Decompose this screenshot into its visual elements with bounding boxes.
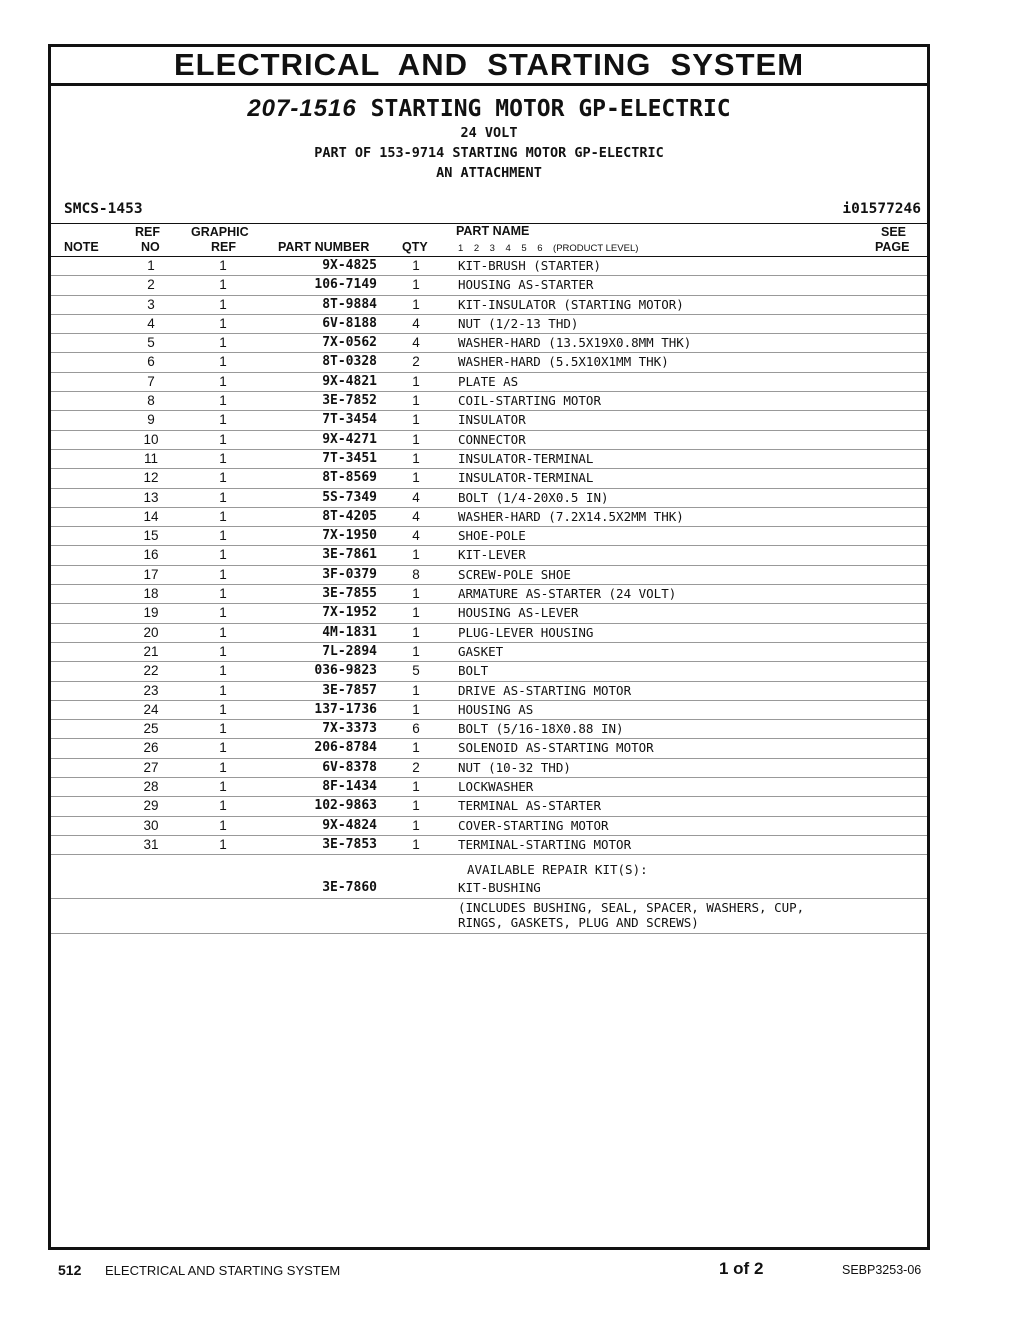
ref-no: 23	[143, 682, 159, 698]
part-number: 3E-7852	[322, 393, 377, 409]
table-row	[51, 759, 927, 778]
quantity: 2	[412, 759, 420, 775]
graphic-ref: 1	[219, 759, 227, 775]
table-row	[51, 797, 927, 816]
table-row	[51, 469, 927, 488]
repair-kit-note-line: (INCLUDES BUSHING, SEAL, SPACER, WASHERS, CUP,	[458, 899, 805, 915]
table-row	[51, 315, 927, 334]
part-name: CONNECTOR	[458, 431, 526, 447]
ref-no: 28	[143, 779, 159, 795]
part-name: SHOE-POLE	[458, 528, 526, 544]
graphic-ref: 1	[219, 277, 227, 293]
table-row	[51, 411, 927, 430]
graphic-ref: 1	[219, 566, 227, 582]
graphic-ref: 1	[219, 721, 227, 737]
graphic-ref: 1	[219, 296, 227, 312]
ref-no: 18	[143, 586, 159, 602]
page-footer	[0, 1256, 1020, 1286]
repair-kit-note-line: RINGS, GASKETS, PLUG AND SCREWS)	[458, 914, 699, 930]
section-title: ELECTRICAL AND STARTING SYSTEM	[51, 47, 927, 86]
graphic-ref: 1	[219, 586, 227, 602]
graphic-ref: 1	[219, 258, 227, 273]
part-number: 106-7149	[314, 277, 377, 293]
part-number: 102-9863	[314, 798, 377, 814]
group-number: 207-1516	[247, 95, 357, 122]
table-row	[51, 604, 927, 623]
graphic-ref: 1	[219, 701, 227, 717]
graphic-ref: 1	[219, 450, 227, 466]
repair-kits-heading-row	[51, 855, 927, 879]
graphic-ref: 1	[219, 817, 227, 833]
part-number: 7T-3454	[322, 412, 377, 428]
table-row	[51, 682, 927, 701]
ref-no: 8	[147, 393, 155, 409]
table-row	[51, 431, 927, 450]
graphic-ref: 1	[219, 354, 227, 370]
part-name: GASKET	[458, 643, 504, 659]
part-number: 3E-7853	[322, 836, 377, 852]
table-header	[51, 224, 927, 257]
ref-no: 4	[147, 315, 155, 331]
graphic-ref: 1	[219, 798, 227, 814]
table-row	[51, 257, 927, 276]
part-number: 8T-9884	[322, 296, 377, 312]
part-number: 3E-7857	[322, 682, 377, 698]
group-name: STARTING MOTOR GP-ELECTRIC	[370, 96, 731, 122]
ref-no: 9	[147, 412, 155, 428]
part-number: 8F-1434	[322, 779, 377, 795]
part-name: HOUSING AS-LEVER	[458, 605, 579, 621]
part-number: 5S-7349	[322, 489, 377, 505]
part-number: 7X-3373	[322, 721, 377, 737]
graphic-ref: 1	[219, 740, 227, 756]
part-number: 7X-1952	[322, 605, 377, 621]
repair-kit-note	[458, 900, 804, 930]
table-row	[51, 334, 927, 353]
ref-no: 15	[143, 528, 159, 544]
part-name: KIT-INSULATOR (STARTING MOTOR)	[458, 296, 684, 312]
part-name: TERMINAL-STARTING MOTOR	[458, 836, 632, 852]
table-row	[51, 701, 927, 720]
graphic-ref: 1	[219, 624, 227, 640]
part-name: KIT-BUSHING	[458, 880, 541, 896]
ref-no: 17	[143, 566, 159, 582]
quantity: 4	[412, 315, 420, 331]
part-number: 6V-8188	[322, 315, 377, 331]
parts-page-frame	[48, 44, 930, 1250]
col-product-level: 1 2 3 4 5 6 (PRODUCT LEVEL)	[458, 243, 639, 254]
ref-no: 24	[143, 701, 159, 717]
quantity: 1	[412, 798, 420, 814]
quantity: 1	[412, 605, 420, 621]
part-name: INSULATOR-TERMINAL	[458, 450, 594, 466]
graphic-ref: 1	[219, 431, 227, 447]
graphic-ref: 1	[219, 605, 227, 621]
part-name: NUT (10-32 THD)	[458, 759, 571, 775]
col-see-top: SEE	[881, 225, 907, 239]
part-name: INSULATOR-TERMINAL	[458, 470, 594, 486]
group-attachment: AN ATTACHMENT	[436, 165, 542, 181]
col-part-number: PART NUMBER	[278, 240, 370, 254]
table-row	[51, 527, 927, 546]
col-see-bottom: PAGE	[875, 240, 910, 254]
part-number: 9X-4824	[322, 817, 377, 833]
part-name: ARMATURE AS-STARTER (24 VOLT)	[458, 586, 677, 602]
part-number: 3E-7861	[322, 547, 377, 563]
quantity: 4	[412, 335, 420, 351]
ref-no: 21	[143, 643, 159, 659]
quantity: 1	[412, 277, 420, 293]
part-name: HOUSING AS-STARTER	[458, 277, 594, 293]
footer-section: ELECTRICAL AND STARTING SYSTEM	[105, 1263, 341, 1278]
group-part-of: PART OF 153-9714 STARTING MOTOR GP-ELECTRIC	[314, 145, 664, 161]
graphic-ref: 1	[219, 335, 227, 351]
graphic-ref: 1	[219, 682, 227, 698]
table-row	[51, 585, 927, 604]
part-number: 7X-1950	[322, 528, 377, 544]
part-name: BOLT (1/4-20X0.5 IN)	[458, 489, 609, 505]
table-row	[51, 817, 927, 836]
part-number: 3E-7855	[322, 586, 377, 602]
table-row	[51, 508, 927, 527]
part-name: WASHER-HARD (5.5X10X1MM THK)	[458, 354, 669, 370]
graphic-ref: 1	[219, 373, 227, 389]
part-name: PLUG-LEVER HOUSING	[458, 624, 594, 640]
ref-no: 1	[147, 258, 155, 273]
table-row	[51, 373, 927, 392]
table-row	[51, 546, 927, 565]
graphic-ref: 1	[219, 489, 227, 505]
part-number: 4M-1831	[322, 624, 377, 640]
ref-no: 16	[143, 547, 159, 563]
repair-kit-row	[51, 879, 927, 898]
table-row	[51, 566, 927, 585]
part-name: BOLT	[458, 663, 489, 679]
quantity: 1	[412, 373, 420, 389]
quantity: 4	[412, 508, 420, 524]
quantity: 1	[412, 431, 420, 447]
part-number: 8T-4205	[322, 508, 377, 524]
part-number: 9X-4271	[322, 431, 377, 447]
ref-no: 27	[143, 759, 159, 775]
graphic-ref: 1	[219, 643, 227, 659]
quantity: 1	[412, 296, 420, 312]
quantity: 1	[412, 643, 420, 659]
repair-kit-note-row	[51, 899, 927, 934]
graphic-ref: 1	[219, 779, 227, 795]
part-name: COVER-STARTING MOTOR	[458, 817, 609, 833]
ref-no: 31	[143, 836, 159, 852]
quantity: 1	[412, 779, 420, 795]
quantity: 1	[412, 393, 420, 409]
group-voltage: 24 VOLT	[460, 125, 518, 141]
ref-no: 19	[143, 605, 159, 621]
table-row	[51, 720, 927, 739]
part-number: 137-1736	[314, 701, 377, 717]
graphic-ref: 1	[219, 663, 227, 679]
graphic-ref: 1	[219, 508, 227, 524]
graphic-ref: 1	[219, 470, 227, 486]
part-number: 206-8784	[314, 740, 377, 756]
ref-no: 2	[147, 277, 155, 293]
part-number: 6V-8378	[322, 759, 377, 775]
ref-no: 5	[147, 335, 155, 351]
quantity: 1	[412, 258, 420, 273]
ref-no: 6	[147, 354, 155, 370]
quantity: 1	[412, 586, 420, 602]
graphic-ref: 1	[219, 315, 227, 331]
part-number: 8T-8569	[322, 470, 377, 486]
part-name: KIT-BRUSH (STARTER)	[458, 258, 601, 273]
col-ref-top: REF	[135, 225, 160, 239]
part-number: 7T-3451	[322, 450, 377, 466]
ref-no: 20	[143, 624, 159, 640]
part-name: DRIVE AS-STARTING MOTOR	[458, 682, 632, 698]
part-number: 036-9823	[314, 663, 377, 679]
quantity: 1	[412, 624, 420, 640]
table-row	[51, 392, 927, 411]
doc-number: SEBP3253-06	[842, 1263, 922, 1277]
table-row	[51, 662, 927, 681]
table-row	[51, 353, 927, 372]
col-qty: QTY	[402, 240, 428, 254]
graphic-ref: 1	[219, 412, 227, 428]
col-part-name: PART NAME	[456, 224, 530, 238]
quantity: 1	[412, 547, 420, 563]
part-name: COIL-STARTING MOTOR	[458, 393, 601, 409]
ref-no: 22	[143, 663, 159, 679]
part-name: SOLENOID AS-STARTING MOTOR	[458, 740, 654, 756]
part-name: WASHER-HARD (7.2X14.5X2MM THK)	[458, 508, 684, 524]
part-name: SCREW-POLE SHOE	[458, 566, 571, 582]
graphic-ref: 1	[219, 528, 227, 544]
ref-no: 3	[147, 296, 155, 312]
part-name: INSULATOR	[458, 412, 526, 428]
part-number: 7L-2894	[322, 643, 377, 659]
part-name: KIT-LEVER	[458, 547, 526, 563]
part-name: WASHER-HARD (13.5X19X0.8MM THK)	[458, 335, 692, 351]
parts-table-body	[51, 257, 927, 934]
group-title	[51, 95, 927, 123]
quantity: 1	[412, 470, 420, 486]
graphic-ref: 1	[219, 547, 227, 563]
part-number: 9X-4821	[322, 373, 377, 389]
illustration-id: i01577246	[842, 201, 921, 217]
part-number: 3F-0379	[322, 566, 377, 582]
ref-no: 11	[143, 450, 158, 466]
quantity: 1	[412, 817, 420, 833]
table-row	[51, 276, 927, 295]
quantity: 1	[412, 836, 420, 852]
part-name: HOUSING AS	[458, 701, 534, 717]
table-row	[51, 450, 927, 469]
ref-no: 7	[147, 373, 155, 389]
ref-no: 13	[143, 489, 159, 505]
ref-no: 10	[143, 431, 159, 447]
col-note: NOTE	[64, 240, 99, 254]
ref-no: 26	[143, 740, 159, 756]
ref-no: 29	[143, 798, 159, 814]
quantity: 1	[412, 701, 420, 717]
quantity: 1	[412, 450, 420, 466]
graphic-ref: 1	[219, 836, 227, 852]
quantity: 5	[412, 663, 420, 679]
quantity: 4	[412, 489, 420, 505]
repair-kits-heading: AVAILABLE REPAIR KIT(S):	[467, 862, 648, 878]
table-row	[51, 296, 927, 315]
part-name: TERMINAL AS-STARTER	[458, 798, 601, 814]
ref-no: 14	[143, 508, 159, 524]
col-graphic-top: GRAPHIC	[191, 225, 249, 239]
ref-no: 25	[143, 721, 159, 737]
quantity: 1	[412, 412, 420, 428]
ref-no: 30	[143, 817, 159, 833]
page-of: 1 of 2	[719, 1259, 764, 1278]
quantity: 2	[412, 354, 420, 370]
group-header	[51, 95, 927, 224]
quantity: 1	[412, 740, 420, 756]
part-name: PLATE AS	[458, 373, 519, 389]
part-name: NUT (1/2-13 THD)	[458, 315, 579, 331]
page-number: 512	[58, 1262, 82, 1278]
col-graphic-bottom: REF	[211, 240, 236, 254]
table-row	[51, 836, 927, 855]
part-number: 8T-0328	[322, 354, 377, 370]
part-number: 9X-4825	[322, 258, 377, 273]
quantity: 1	[412, 682, 420, 698]
table-row	[51, 778, 927, 797]
col-ref-bottom: NO	[141, 240, 160, 254]
smcs-code: SMCS-1453	[64, 201, 143, 217]
quantity: 8	[412, 566, 420, 582]
quantity: 6	[412, 721, 420, 737]
table-row	[51, 739, 927, 758]
graphic-ref: 1	[219, 393, 227, 409]
table-row	[51, 489, 927, 508]
part-name: BOLT (5/16-18X0.88 IN)	[458, 721, 624, 737]
part-name: LOCKWASHER	[458, 779, 534, 795]
part-number: 7X-0562	[322, 335, 377, 351]
table-row	[51, 624, 927, 643]
part-number: 3E-7860	[322, 880, 377, 896]
table-row	[51, 643, 927, 662]
ref-no: 12	[143, 470, 159, 486]
quantity: 4	[412, 528, 420, 544]
